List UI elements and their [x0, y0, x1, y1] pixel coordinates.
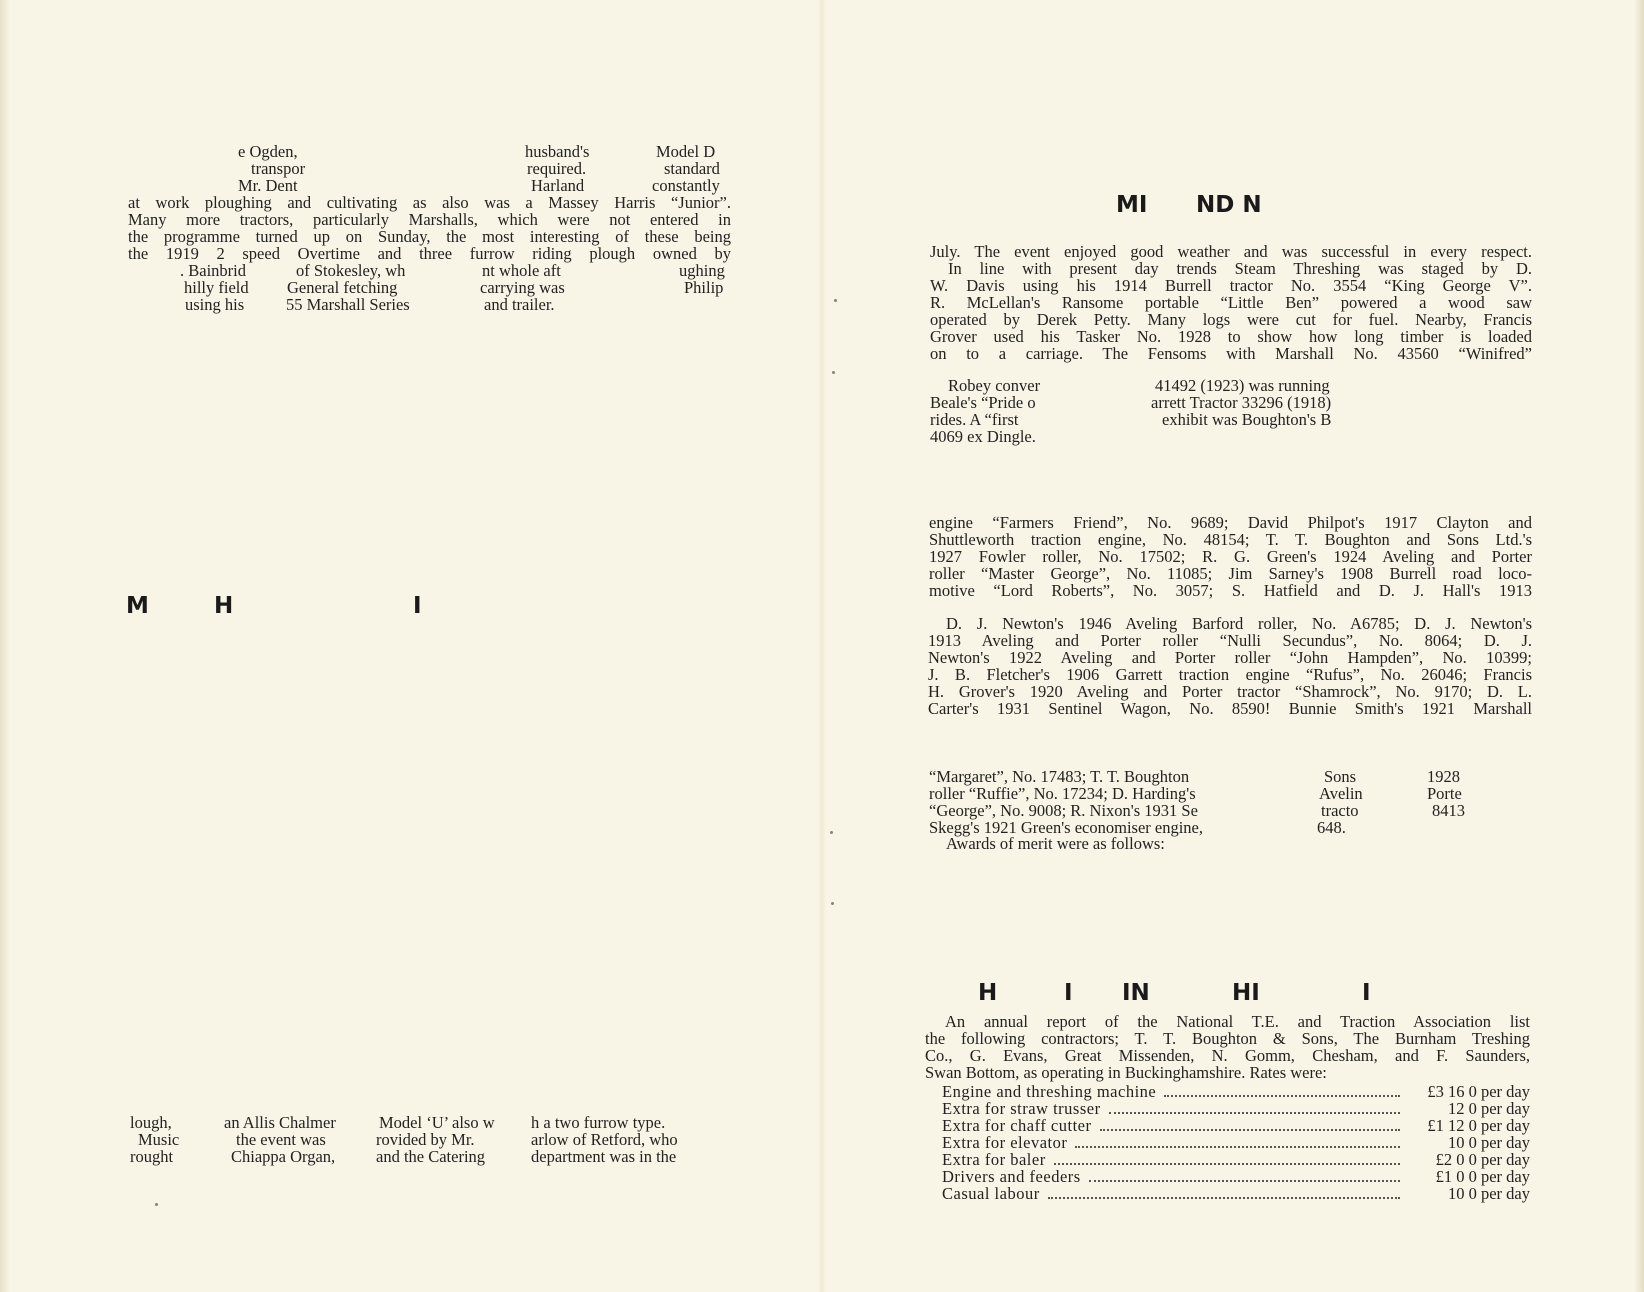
text-line: Shuttleworth traction engine, No. 48154; T. T. Boughton and Sons Ltd.'s [929, 530, 1532, 549]
paper-speck [830, 831, 833, 834]
text-line: July. The event enjoyed good weather and was successful in every respect. [930, 242, 1532, 261]
text-fragment: Harland [531, 176, 585, 195]
text-line: Newton's 1922 Aveling and Porter roller “John Hampden”, No. 10399; [928, 648, 1532, 667]
text-fragment: of Stokesley, wh [296, 261, 406, 280]
rate-label: Drivers and feeders [942, 1167, 1081, 1186]
text-fragment: carrying was [480, 278, 565, 297]
section-heading-fragment: ND N [1196, 192, 1262, 218]
text-line: Co., G. Evans, Great Missenden, N. Gomm, Chesham, and F. Saunders, [925, 1046, 1530, 1065]
right-paragraph-3 [928, 615, 1532, 717]
page-gutter [818, 0, 826, 1292]
rate-value: 12 0 per day [1447, 1099, 1530, 1118]
page-edge-right [1634, 0, 1644, 1292]
text-fragment: 1928 [1427, 767, 1460, 786]
text-fragment: tracto [1321, 801, 1359, 820]
section-heading-fragment: IN [1122, 980, 1150, 1006]
rate-value: £2 0 0 per day [1435, 1150, 1530, 1169]
text-fragment: 4069 ex Dingle. [930, 427, 1036, 446]
section-heading-fragment: I [1064, 980, 1073, 1006]
text-fragment: Avelin [1319, 784, 1363, 803]
text-line: J. B. Fletcher's 1906 Garrett traction engine “Rufus”, No. 26046; Francis [928, 665, 1532, 684]
dot-leader [1109, 1112, 1400, 1114]
rate-row [942, 1168, 1530, 1185]
section-heading-fragment: MI [1116, 192, 1148, 218]
paper-speck [832, 371, 835, 374]
dot-leader [1075, 1146, 1400, 1148]
rate-label: Extra for straw trusser [942, 1099, 1101, 1118]
text-line: at work ploughing and cultivating as also was a Massey Harris “Junior”. [128, 193, 731, 212]
text-line: operated by Derek Petty. Many logs were cut for fuel. Nearby, Francis [930, 310, 1532, 329]
rate-label: Extra for baler [942, 1150, 1046, 1169]
text-fragment: Mr. Dent [238, 176, 298, 195]
right-paragraph-4 [925, 1013, 1530, 1081]
text-line: the following contractors; T. T. Boughton & Sons, The Burnham Treshing [925, 1029, 1530, 1048]
text-fragment: and trailer. [484, 295, 555, 314]
paper-speck [834, 299, 837, 302]
rate-label: Casual labour [942, 1184, 1040, 1203]
text-fragment: an Allis Chalmer [224, 1113, 336, 1132]
section-heading-fragment: H [978, 980, 998, 1006]
text-fragment: 55 Marshall Series [286, 295, 410, 314]
text-line: roller “Master George”, No. 11085; Jim Sarney's 1908 Burrell road loco- [929, 564, 1532, 583]
text-line: W. Davis using his 1914 Burrell tractor No. 3554 “King George V”. [930, 276, 1532, 295]
rate-row [942, 1117, 1530, 1134]
rate-label: Extra for elevator [942, 1133, 1068, 1152]
text-line: R. McLellan's Ransome portable “Little Ben” powered a wood saw [930, 293, 1532, 312]
text-fragment: constantly [652, 176, 720, 195]
awards-line: Awards of merit were as follows: [946, 834, 1165, 853]
text-fragment: Chiappa Organ, [231, 1147, 336, 1166]
text-fragment: Philip [684, 278, 724, 297]
rate-row [942, 1100, 1530, 1117]
text-fragment: Beale's “Pride o [930, 393, 1036, 412]
section-heading-fragment: HI [1232, 980, 1260, 1006]
section-heading-fragment: H [214, 593, 234, 619]
text-fragment: arlow of Retford, who [531, 1130, 678, 1149]
paper-speck [155, 1203, 158, 1206]
text-fragment: Sons [1324, 767, 1357, 786]
text-fragment: 41492 (1923) was running [1155, 376, 1330, 395]
dot-leader [1048, 1197, 1400, 1199]
text-line: Many more tractors, particularly Marshalls, which were not entered in [128, 210, 731, 229]
text-line: D. J. Newton's 1946 Aveling Barford roller, No. A6785; D. J. Newton's [946, 614, 1532, 633]
rate-value: £1 12 0 per day [1427, 1116, 1530, 1135]
text-fragment: Robey conver [948, 376, 1041, 395]
section-heading-fragment: I [413, 593, 422, 619]
text-fragment: rides. A “first [930, 410, 1019, 429]
text-line: H. Grover's 1920 Aveling and Porter tractor “Shamrock”, No. 9170; D. L. [928, 682, 1532, 701]
section-heading-fragment: I [1362, 980, 1371, 1006]
dot-leader [1089, 1180, 1400, 1182]
text-fragment: required. [527, 159, 587, 178]
rate-label: Extra for chaff cutter [942, 1116, 1092, 1135]
text-line: motive “Lord Roberts”, No. 3057; S. Hatfield and D. J. Hall's 1913 [929, 581, 1532, 600]
text-fragment: ughing [679, 261, 725, 280]
text-fragment: “George”, No. 9008; R. Nixon's 1931 Se [929, 801, 1198, 820]
text-fragment: department was in the [531, 1147, 677, 1166]
text-fragment: Porte [1427, 784, 1462, 803]
text-line: the 1919 2 speed Overtime and three furrow riding plough owned by [128, 244, 731, 263]
rate-row [942, 1134, 1530, 1151]
text-fragment: nt whole aft [482, 261, 561, 280]
text-fragment: and the Catering [376, 1147, 486, 1166]
text-line: the programme turned up on Sunday, the most interesting of these being [128, 227, 731, 246]
text-fragment: 8413 [1432, 801, 1465, 820]
text-line: Grover used his Tasker No. 1928 to show how long timber is loaded [930, 327, 1532, 346]
dot-leader [1164, 1095, 1400, 1097]
text-line: 1913 Aveling and Porter roller “Nulli Secundus”, No. 8064; D. J. [928, 631, 1532, 650]
text-fragment: standard [664, 159, 720, 178]
text-fragment: General fetching [287, 278, 398, 297]
text-fragment: arrett Tractor 33296 (1918) [1151, 393, 1332, 412]
paper-speck [831, 902, 834, 905]
text-fragment: 648. [1317, 818, 1346, 837]
text-fragment: roller “Ruffie”, No. 17234; D. Harding's [929, 784, 1196, 803]
text-fragment: h a two furrow type. [531, 1113, 666, 1132]
text-fragment: Skegg's 1921 Green's economiser engine, [929, 818, 1204, 837]
rate-row [942, 1185, 1530, 1202]
text-line: Swan Bottom, as operating in Buckinghamshire. Rates were: [925, 1063, 1327, 1082]
text-line: engine “Farmers Friend”, No. 9689; David Philpot's 1917 Clayton and [929, 513, 1532, 532]
rate-value: £1 0 0 per day [1435, 1167, 1530, 1186]
text-fragment: rought [130, 1147, 174, 1166]
text-fragment: using his [185, 295, 245, 314]
text-fragment: Music [138, 1130, 180, 1149]
text-fragment: rovided by Mr. [376, 1130, 475, 1149]
text-fragment: lough, [130, 1113, 172, 1132]
rate-row [942, 1151, 1530, 1168]
text-line: In line with present day trends Steam Threshing was staged by D. [948, 259, 1532, 278]
rate-value: £3 16 0 per day [1427, 1082, 1530, 1101]
text-fragment: exhibit was Boughton's B [1162, 410, 1332, 429]
text-fragment: hilly field [184, 278, 249, 297]
dot-leader [1100, 1129, 1401, 1131]
text-fragment: transpor [251, 159, 306, 178]
text-line: on to a carriage. The Fensoms with Marshall No. 43560 “Winifred” [930, 344, 1532, 363]
rate-value: 10 0 per day [1447, 1133, 1530, 1152]
left-top-paragraph [128, 194, 731, 262]
right-paragraph-2 [929, 514, 1532, 599]
dot-leader [1054, 1163, 1400, 1165]
text-line: 1927 Fowler roller, No. 17502; R. G. Green's 1924 Aveling and Porter [929, 547, 1532, 566]
text-fragment: the event was [236, 1130, 326, 1149]
section-heading-fragment: M [126, 593, 149, 619]
rate-row [942, 1083, 1530, 1100]
text-fragment: Model ‘U’ also w [379, 1113, 495, 1132]
text-fragment: . Bainbrid [180, 261, 246, 280]
rate-value: 10 0 per day [1447, 1184, 1530, 1203]
text-fragment: “Margaret”, No. 17483; T. T. Boughton [929, 767, 1190, 786]
page-edge-left [0, 0, 10, 1292]
text-fragment: Model D [656, 142, 716, 161]
rates-table [942, 1083, 1530, 1202]
right-paragraph-1 [930, 243, 1532, 362]
text-fragment: e Ogden, [238, 142, 298, 161]
text-fragment: husband's [525, 142, 590, 161]
text-line: An annual report of the National T.E. and Traction Association list [945, 1012, 1530, 1031]
rate-label: Engine and threshing machine [942, 1082, 1157, 1101]
text-line: Carter's 1931 Sentinel Wagon, No. 8590! Bunnie Smith's 1921 Marshall [928, 699, 1532, 718]
